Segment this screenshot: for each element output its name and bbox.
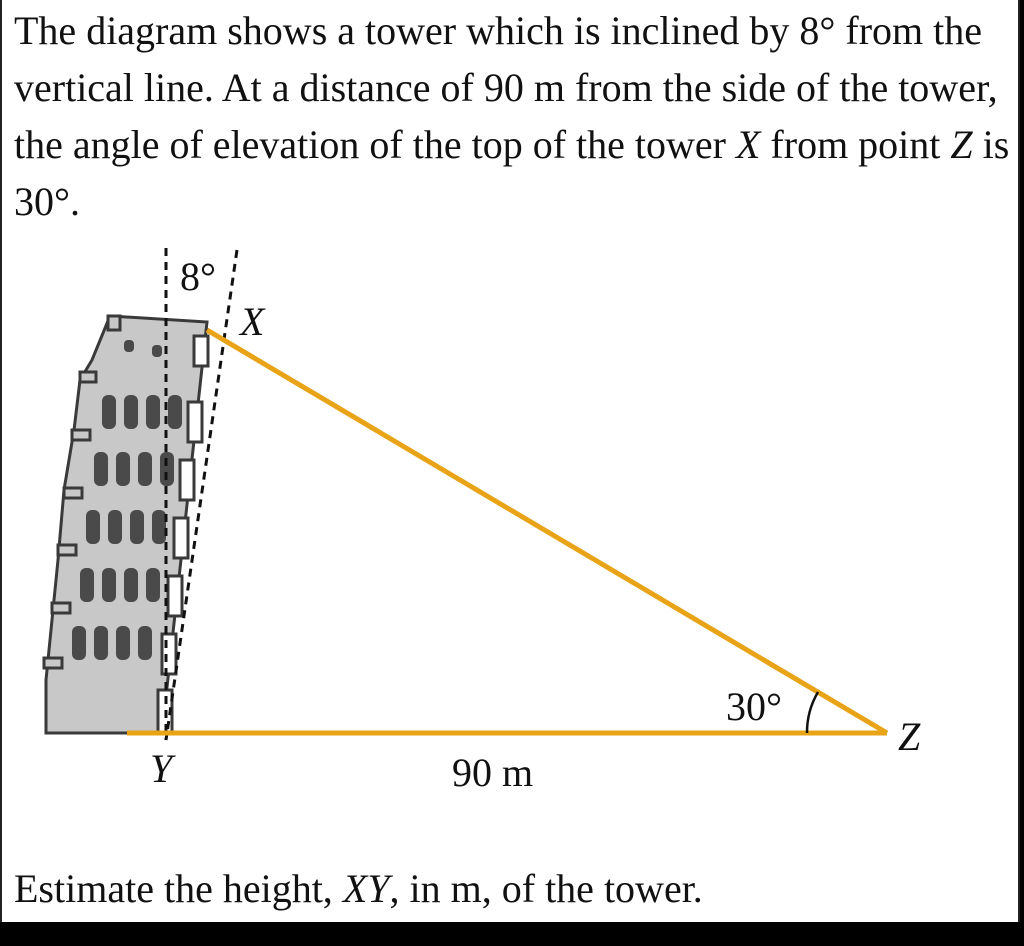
tower-window bbox=[124, 568, 138, 602]
question-text bbox=[14, 2, 1014, 230]
tower-window bbox=[130, 510, 144, 544]
tower-window bbox=[94, 452, 108, 486]
tower-window bbox=[146, 395, 160, 429]
question-intro: The diagram shows a tower which is inclined by bbox=[14, 8, 790, 53]
tower-window bbox=[138, 626, 152, 660]
question-mid-1: from the vertical line. At a distance of bbox=[14, 8, 982, 110]
tower-window bbox=[124, 395, 138, 429]
footer-prefix: Estimate the height, bbox=[14, 866, 333, 911]
footer-suffix: , of the tower. bbox=[481, 866, 703, 911]
tower-window bbox=[108, 510, 122, 544]
sight-line-xz bbox=[207, 330, 887, 733]
question-tilt-angle: 8° bbox=[799, 8, 836, 53]
tower-window bbox=[124, 340, 134, 352]
tower-window bbox=[116, 626, 130, 660]
tower-window bbox=[146, 568, 160, 602]
tower-window bbox=[72, 626, 86, 660]
question-elevation-angle: 30° bbox=[14, 179, 70, 224]
tower-window bbox=[152, 510, 166, 544]
label-distance: 90 m bbox=[452, 750, 534, 795]
instruction-text bbox=[14, 860, 703, 917]
question-mid-4: is bbox=[982, 122, 1010, 167]
footer-mid: , in bbox=[389, 866, 441, 911]
tower-window bbox=[102, 568, 116, 602]
footer-unit: m bbox=[450, 866, 482, 911]
tower-window bbox=[86, 510, 100, 544]
tower-window bbox=[102, 395, 116, 429]
tower-window bbox=[94, 626, 108, 660]
tower-diagram bbox=[2, 240, 1022, 840]
question-observer-point: Z bbox=[950, 122, 973, 167]
label-elevation-angle: 30° bbox=[726, 684, 782, 729]
tower-window bbox=[160, 452, 174, 486]
elevation-angle-arc bbox=[807, 692, 818, 733]
question-distance: 90 m bbox=[483, 65, 565, 110]
footer-segment: XY bbox=[342, 866, 390, 911]
tower-window bbox=[80, 568, 94, 602]
question-mid-3: from point bbox=[770, 122, 941, 167]
label-x: X bbox=[240, 299, 265, 344]
label-tilt-angle: 8° bbox=[180, 254, 216, 299]
question-end: . bbox=[70, 179, 80, 224]
question-top-point: X bbox=[735, 122, 761, 167]
tower-window bbox=[168, 395, 182, 429]
tower-window bbox=[116, 452, 130, 486]
label-z: Z bbox=[898, 714, 921, 759]
question-mid-2: from the side of the tower, the angle of elevation of the top of the tower bbox=[14, 65, 998, 167]
tower-window bbox=[138, 452, 152, 486]
leaning-tower-illustration bbox=[44, 316, 208, 733]
label-y: Y bbox=[150, 746, 173, 791]
tower-window bbox=[152, 345, 162, 357]
